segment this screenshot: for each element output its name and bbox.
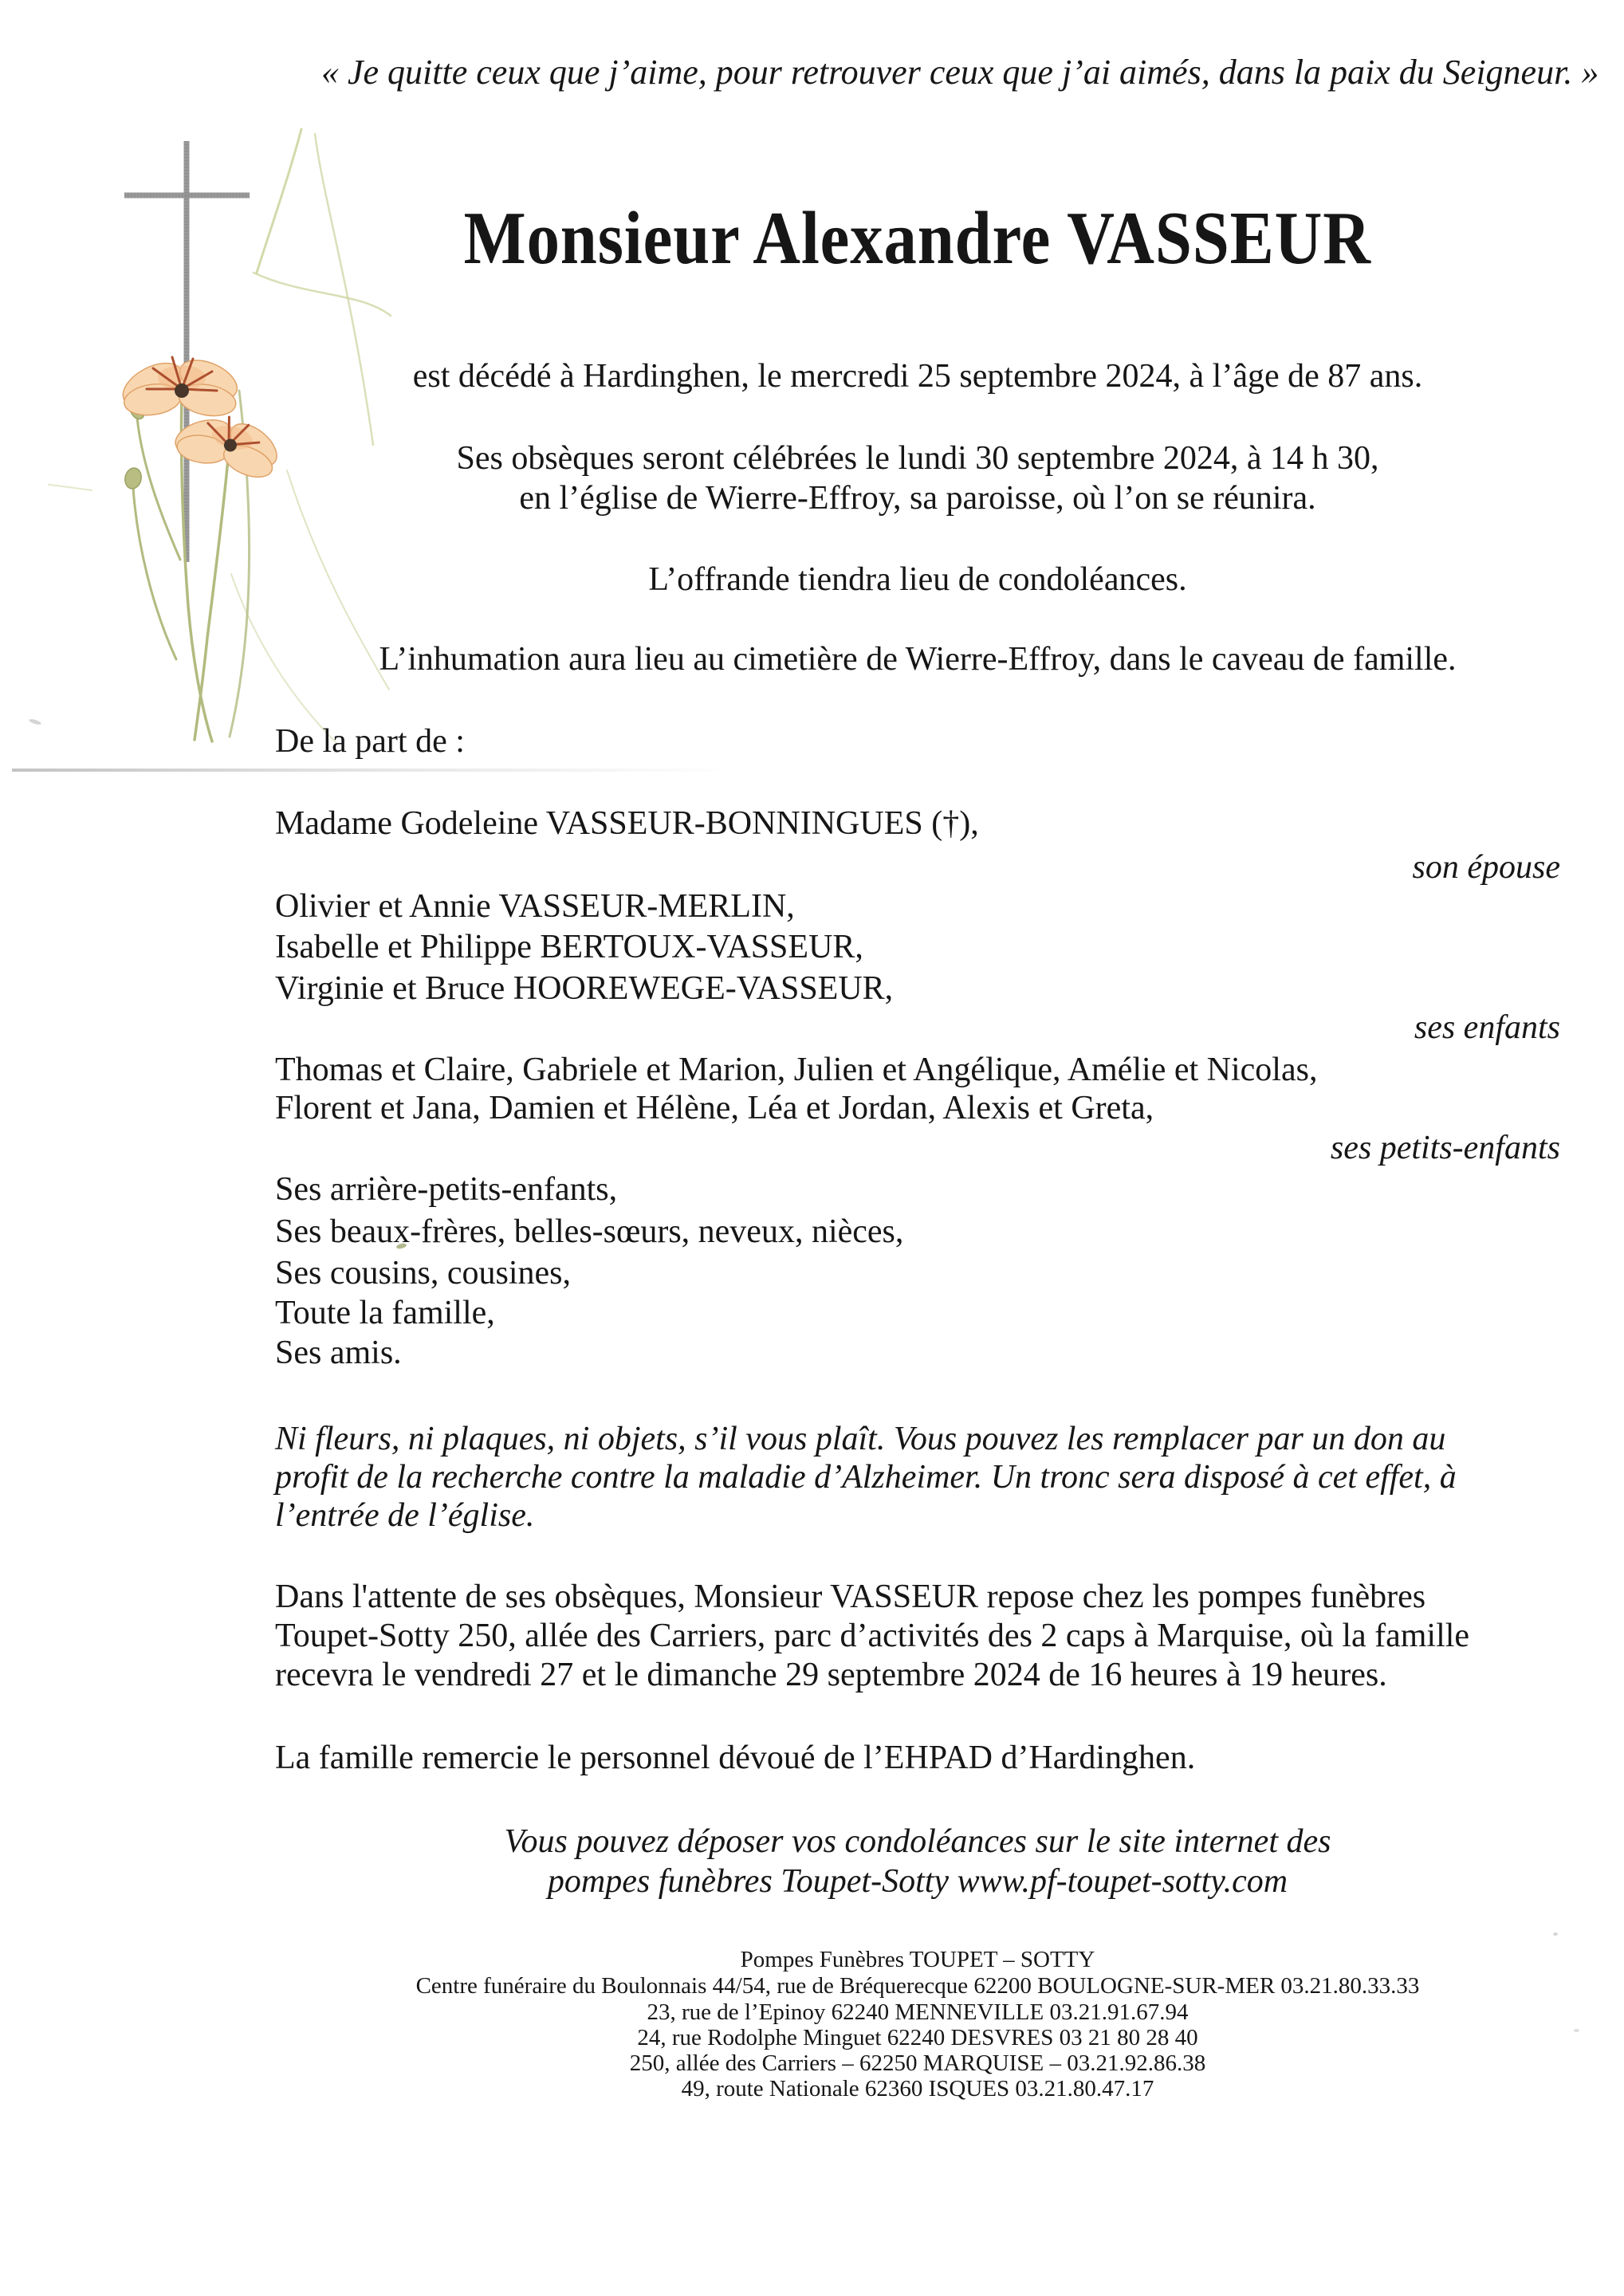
family-line-other: Ses arrière-petits-enfants,: [275, 1171, 618, 1208]
relation-label-spouse: son épouse: [1412, 849, 1560, 886]
family-line-child: Virginie et Bruce HOOREWEGE-VASSEUR,: [275, 970, 894, 1007]
scan-speck: [1553, 1932, 1558, 1936]
funeral-home-address: 23, rue de l’Epinoy 62240 MENNEVILLE 03.21.91.67.94: [647, 1999, 1189, 2025]
scan-speck: [1574, 2029, 1579, 2032]
deceased-name-text: Monsieur Alexandre VASSEUR: [463, 197, 1372, 280]
funeral-home-address: Centre funéraire du Boulonnais 44/54, rue de Bréquerecque 62200 BOULOGNE-SUR-MER 03.21.80.33.33: [415, 1973, 1420, 1999]
family-line-other: Ses cousins, cousines,: [275, 1255, 571, 1292]
epitaph-quote: « Je quitte ceux que j’aime, pour retrouver ceux que j’ai aimés, dans la paix du Seigneur. »: [321, 53, 1599, 92]
family-line-other: Toute la famille,: [275, 1295, 495, 1331]
relation-label-grandchildren: ses petits-enfants: [1330, 1130, 1560, 1166]
family-line-other: Ses beaux-frères, belles-sœurs, neveux, nièces,: [275, 1213, 904, 1250]
ceremony-line-2: en l’église de Wierre-Effroy, sa paroisse, où l’on se réunira.: [519, 480, 1316, 517]
family-line-child: Isabelle et Philippe BERTOUX-VASSEUR,: [275, 929, 863, 965]
no-flowers-notice-line: profit de la recherche contre la maladie d’Alzheimer. Un tronc sera disposé à cet effet, à: [275, 1459, 1457, 1496]
death-announcement: est décédé à Hardinghen, le mercredi 25 septembre 2024, à l’âge de 87 ans.: [412, 358, 1423, 395]
scan-artifact-line: [12, 769, 741, 772]
online-condolences-line: Vous pouvez déposer vos condoléances sur le site internet des: [504, 1823, 1331, 1860]
repose-notice-line: Dans l'attente de ses obsèques, Monsieur VASSEUR repose chez les pompes funèbres: [275, 1578, 1426, 1615]
family-line-grandchild: Florent et Jana, Damien et Hélène, Léa et Jordan, Alexis et Greta,: [275, 1090, 1154, 1126]
family-line-spouse: Madame Godeleine VASSEUR-BONNINGUES (†),: [275, 805, 979, 842]
thanks-line: La famille remercie le personnel dévoué de l’EHPAD d’Hardinghen.: [275, 1740, 1196, 1776]
relation-label-children: ses enfants: [1414, 1009, 1560, 1046]
repose-notice-line: recevra le vendredi 27 et le dimanche 29 septembre 2024 de 16 heures à 19 heures.: [275, 1657, 1387, 1693]
from-label: De la part de :: [275, 723, 465, 760]
funeral-home-address: 24, rue Rodolphe Minguet 62240 DESVRES 03 21 80 28 40: [637, 2025, 1198, 2050]
family-line-grandchild: Thomas et Claire, Gabriele et Marion, Julien et Angélique, Amélie et Nicolas,: [275, 1052, 1318, 1088]
family-line-other: Ses amis.: [275, 1335, 402, 1371]
family-line-child: Olivier et Annie VASSEUR-MERLIN,: [275, 888, 795, 925]
funeral-home-address: 250, allée des Carriers – 62250 MARQUISE – 03.21.92.86.38: [629, 2050, 1206, 2076]
ceremony-line-1: Ses obsèques seront célébrées le lundi 30 septembre 2024, à 14 h 30,: [456, 440, 1379, 477]
scan-speck: [29, 718, 42, 726]
no-flowers-notice-line: Ni fleurs, ni plaques, ni objets, s’il vous plaît. Vous pouvez les remplacer par un don au: [275, 1421, 1446, 1457]
online-condolences-line: pompes funèbres Toupet-Sotty www.pf-toupet-sotty.com: [547, 1863, 1288, 1900]
deceased-name-title: [275, 194, 1560, 283]
repose-notice-line: Toupet-Sotty 250, allée des Carriers, parc d’activités des 2 caps à Marquise, où la famille: [275, 1618, 1470, 1654]
no-flowers-notice-line: l’entrée de l’église.: [275, 1497, 535, 1534]
offering-line: L’offrande tiendra lieu de condoléances.: [648, 561, 1187, 598]
funeral-home-name: Pompes Funèbres TOUPET – SOTTY: [740, 1947, 1095, 1972]
inhumation-line: L’inhumation aura lieu au cimetière de Wierre-Effroy, dans le caveau de famille.: [379, 641, 1457, 678]
funeral-home-address: 49, route Nationale 62360 ISQUES 03.21.80.47.17: [681, 2076, 1154, 2101]
